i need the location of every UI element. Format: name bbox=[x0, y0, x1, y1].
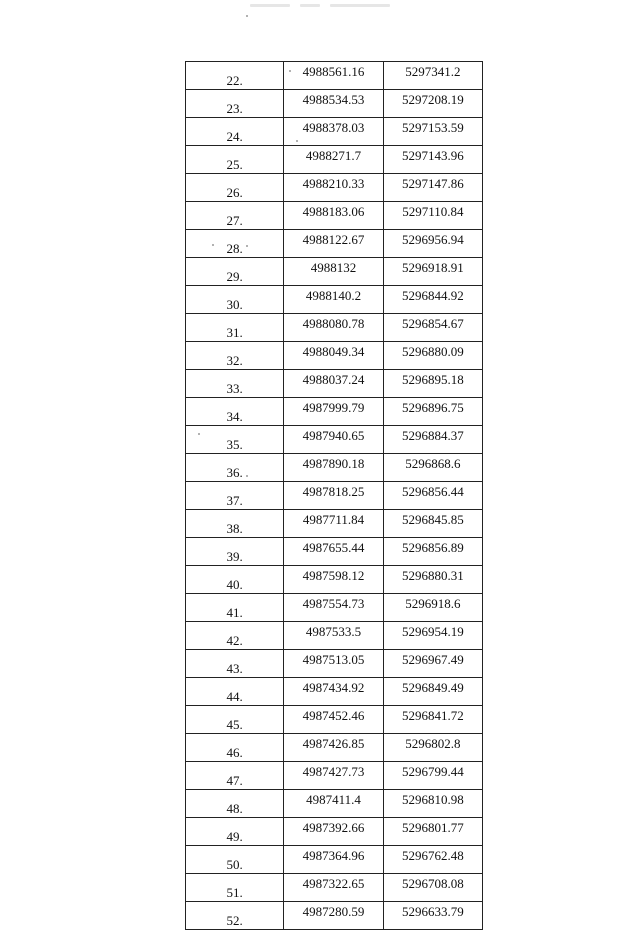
point-number-cell: 49. bbox=[186, 818, 284, 846]
y-coordinate-cell: 5296954.19 bbox=[383, 622, 482, 650]
y-coordinate-cell: 5296854.67 bbox=[383, 314, 482, 342]
x-coordinate-cell: 4987818.25 bbox=[284, 482, 383, 510]
table-row bbox=[186, 538, 483, 566]
y-coordinate-cell: 5296956.94 bbox=[383, 230, 482, 258]
point-number-cell: 26. bbox=[186, 174, 284, 202]
table-row bbox=[186, 762, 483, 790]
point-number-cell: 48. bbox=[186, 790, 284, 818]
table-row bbox=[186, 846, 483, 874]
coordinates-table-body bbox=[186, 62, 483, 930]
y-coordinate-cell: 5296762.48 bbox=[383, 846, 482, 874]
y-coordinate-cell: 5296895.18 bbox=[383, 370, 482, 398]
point-number-cell: 36. bbox=[186, 454, 284, 482]
table-row bbox=[186, 90, 483, 118]
y-coordinate-cell: 5296918.6 bbox=[383, 594, 482, 622]
faded-header-mark bbox=[330, 4, 390, 7]
point-number-cell: 34. bbox=[186, 398, 284, 426]
y-coordinate-cell: 5296918.91 bbox=[383, 258, 482, 286]
table-row bbox=[186, 370, 483, 398]
y-coordinate-cell: 5296844.92 bbox=[383, 286, 482, 314]
point-number-cell: 47. bbox=[186, 762, 284, 790]
x-coordinate-cell: 4988183.06 bbox=[284, 202, 383, 230]
point-number-cell: 25. bbox=[186, 146, 284, 174]
y-coordinate-cell: 5296633.79 bbox=[383, 902, 482, 930]
y-coordinate-cell: 5296856.44 bbox=[383, 482, 482, 510]
x-coordinate-cell: 4987427.73 bbox=[284, 762, 383, 790]
x-coordinate-cell: 4987598.12 bbox=[284, 566, 383, 594]
point-number-cell: 35. bbox=[186, 426, 284, 454]
y-coordinate-cell: 5296708.08 bbox=[383, 874, 482, 902]
point-number-cell: 52. bbox=[186, 902, 284, 930]
point-number-cell: 41. bbox=[186, 594, 284, 622]
y-coordinate-cell: 5296801.77 bbox=[383, 818, 482, 846]
faded-header-mark bbox=[300, 4, 320, 7]
x-coordinate-cell: 4987426.85 bbox=[284, 734, 383, 762]
y-coordinate-cell: 5296967.49 bbox=[383, 650, 482, 678]
table-row bbox=[186, 594, 483, 622]
x-coordinate-cell: 4987434.92 bbox=[284, 678, 383, 706]
y-coordinate-cell: 5297341.2 bbox=[383, 62, 482, 90]
table-row bbox=[186, 706, 483, 734]
y-coordinate-cell: 5296880.31 bbox=[383, 566, 482, 594]
x-coordinate-cell: 4988378.03 bbox=[284, 118, 383, 146]
x-coordinate-cell: 4987280.59 bbox=[284, 902, 383, 930]
table-row bbox=[186, 118, 483, 146]
table-row bbox=[186, 734, 483, 762]
table-row bbox=[186, 510, 483, 538]
x-coordinate-cell: 4988132 bbox=[284, 258, 383, 286]
x-coordinate-cell: 4988049.34 bbox=[284, 342, 383, 370]
y-coordinate-cell: 5296896.75 bbox=[383, 398, 482, 426]
y-coordinate-cell: 5296810.98 bbox=[383, 790, 482, 818]
point-number-cell: 39. bbox=[186, 538, 284, 566]
x-coordinate-cell: 4987411.4 bbox=[284, 790, 383, 818]
table-row bbox=[186, 818, 483, 846]
table-row bbox=[186, 286, 483, 314]
table-row bbox=[186, 874, 483, 902]
y-coordinate-cell: 5296849.49 bbox=[383, 678, 482, 706]
y-coordinate-cell: 5296884.37 bbox=[383, 426, 482, 454]
faded-header-mark bbox=[250, 4, 290, 7]
x-coordinate-cell: 4987999.79 bbox=[284, 398, 383, 426]
y-coordinate-cell: 5297147.86 bbox=[383, 174, 482, 202]
x-coordinate-cell: 4988210.33 bbox=[284, 174, 383, 202]
y-coordinate-cell: 5296841.72 bbox=[383, 706, 482, 734]
x-coordinate-cell: 4988534.53 bbox=[284, 90, 383, 118]
x-coordinate-cell: 4987940.65 bbox=[284, 426, 383, 454]
point-number-cell: 46. bbox=[186, 734, 284, 762]
coordinates-table bbox=[185, 61, 483, 930]
point-number-cell: 38. bbox=[186, 510, 284, 538]
point-number-cell: 45. bbox=[186, 706, 284, 734]
y-coordinate-cell: 5297143.96 bbox=[383, 146, 482, 174]
x-coordinate-cell: 4988561.16 bbox=[284, 62, 383, 90]
point-number-cell: 50. bbox=[186, 846, 284, 874]
x-coordinate-cell: 4987322.65 bbox=[284, 874, 383, 902]
table-row bbox=[186, 426, 483, 454]
x-coordinate-cell: 4987392.66 bbox=[284, 818, 383, 846]
table-row bbox=[186, 650, 483, 678]
x-coordinate-cell: 4987364.96 bbox=[284, 846, 383, 874]
y-coordinate-cell: 5296868.6 bbox=[383, 454, 482, 482]
y-coordinate-cell: 5296799.44 bbox=[383, 762, 482, 790]
point-number-cell: 51. bbox=[186, 874, 284, 902]
point-number-cell: 28. bbox=[186, 230, 284, 258]
point-number-cell: 22. bbox=[186, 62, 284, 90]
table-row bbox=[186, 342, 483, 370]
x-coordinate-cell: 4988122.67 bbox=[284, 230, 383, 258]
scan-speck bbox=[246, 15, 248, 17]
table-row bbox=[186, 566, 483, 594]
x-coordinate-cell: 4988080.78 bbox=[284, 314, 383, 342]
point-number-cell: 40. bbox=[186, 566, 284, 594]
point-number-cell: 23. bbox=[186, 90, 284, 118]
point-number-cell: 29. bbox=[186, 258, 284, 286]
y-coordinate-cell: 5297153.59 bbox=[383, 118, 482, 146]
x-coordinate-cell: 4988140.2 bbox=[284, 286, 383, 314]
table-row bbox=[186, 902, 483, 930]
point-number-cell: 31. bbox=[186, 314, 284, 342]
point-number-cell: 27. bbox=[186, 202, 284, 230]
table-row bbox=[186, 230, 483, 258]
y-coordinate-cell: 5296856.89 bbox=[383, 538, 482, 566]
x-coordinate-cell: 4987533.5 bbox=[284, 622, 383, 650]
table-row bbox=[186, 258, 483, 286]
x-coordinate-cell: 4987711.84 bbox=[284, 510, 383, 538]
point-number-cell: 44. bbox=[186, 678, 284, 706]
point-number-cell: 30. bbox=[186, 286, 284, 314]
table-row bbox=[186, 398, 483, 426]
point-number-cell: 37. bbox=[186, 482, 284, 510]
y-coordinate-cell: 5297208.19 bbox=[383, 90, 482, 118]
point-number-cell: 42. bbox=[186, 622, 284, 650]
table-row bbox=[186, 174, 483, 202]
y-coordinate-cell: 5297110.84 bbox=[383, 202, 482, 230]
y-coordinate-cell: 5296802.8 bbox=[383, 734, 482, 762]
x-coordinate-cell: 4987452.46 bbox=[284, 706, 383, 734]
x-coordinate-cell: 4988037.24 bbox=[284, 370, 383, 398]
y-coordinate-cell: 5296880.09 bbox=[383, 342, 482, 370]
x-coordinate-cell: 4987513.05 bbox=[284, 650, 383, 678]
point-number-cell: 33. bbox=[186, 370, 284, 398]
point-number-cell: 24. bbox=[186, 118, 284, 146]
x-coordinate-cell: 4987554.73 bbox=[284, 594, 383, 622]
table-row bbox=[186, 202, 483, 230]
table-row bbox=[186, 146, 483, 174]
point-number-cell: 43. bbox=[186, 650, 284, 678]
x-coordinate-cell: 4987655.44 bbox=[284, 538, 383, 566]
table-row bbox=[186, 622, 483, 650]
table-row bbox=[186, 62, 483, 90]
table-row bbox=[186, 482, 483, 510]
table-row bbox=[186, 314, 483, 342]
x-coordinate-cell: 4988271.7 bbox=[284, 146, 383, 174]
point-number-cell: 32. bbox=[186, 342, 284, 370]
x-coordinate-cell: 4987890.18 bbox=[284, 454, 383, 482]
table-row bbox=[186, 678, 483, 706]
y-coordinate-cell: 5296845.85 bbox=[383, 510, 482, 538]
table-row bbox=[186, 790, 483, 818]
table-row bbox=[186, 454, 483, 482]
